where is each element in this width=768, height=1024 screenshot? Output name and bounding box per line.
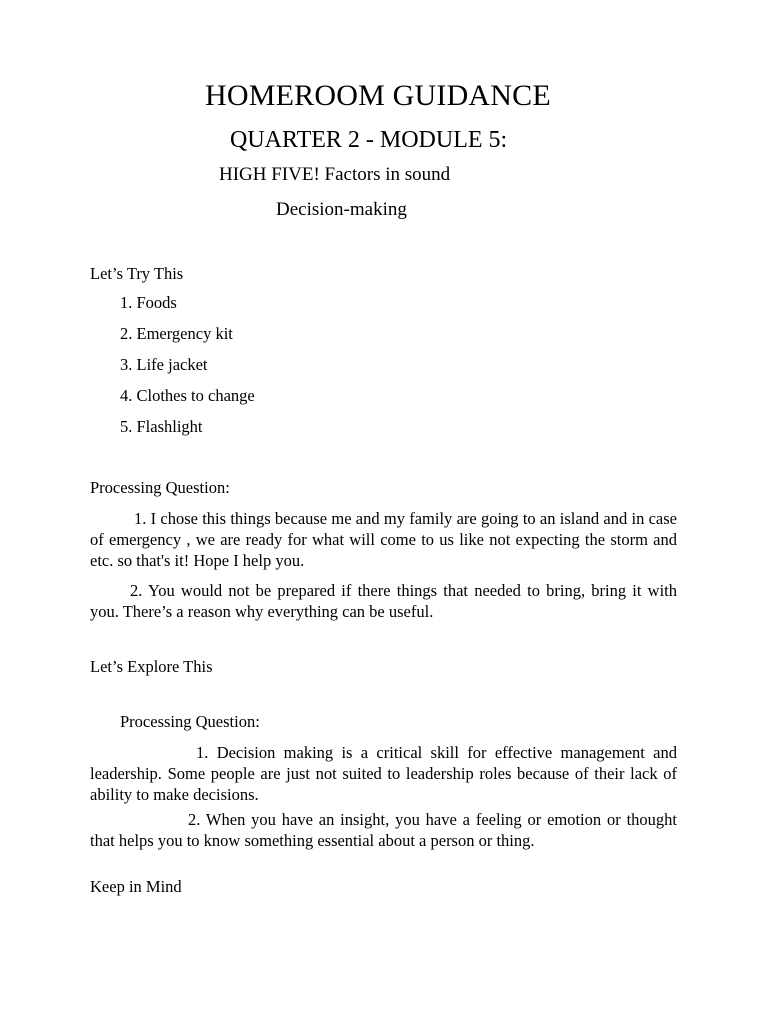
keep-in-mind-heading: Keep in Mind	[90, 877, 182, 896]
lets-explore-this-heading: Let’s Explore This	[90, 657, 213, 676]
page-title: HOMEROOM GUIDANCE	[205, 79, 551, 112]
answer-paragraph: 1. Decision making is a critical skill for effective management and leadership. Some people are just not suited to leadership roles because of their lack of ability to make decisions.	[90, 743, 677, 804]
topic-line-1: HIGH FIVE! Factors in sound	[219, 164, 451, 185]
list-item: 5. Flashlight	[120, 417, 203, 436]
answer-paragraph: 1. I chose this things because me and my family are going to an island and in case of emergency , we are ready for what will come to us like not expecting the storm and etc. so that's it! Hope I help you.	[90, 509, 677, 570]
topic-line-2: Decision-making	[276, 199, 407, 220]
lets-try-this-heading: Let’s Try This	[90, 264, 184, 283]
list-item: 2. Emergency kit	[120, 324, 233, 343]
answer-paragraph: 2. You would not be prepared if there things that needed to bring, bring it with you. There’s a reason why everything can be useful.	[90, 581, 677, 621]
list-item: 4. Clothes to change	[120, 386, 255, 405]
processing-question-heading: Processing Question:	[120, 712, 260, 731]
list-item: 1. Foods	[120, 293, 177, 312]
items-list	[120, 293, 255, 448]
processing-question-heading: Processing Question:	[90, 478, 230, 497]
answer-paragraph: 2. When you have an insight, you have a feeling or emotion or thought that helps you to know something essential about a person or thing.	[90, 810, 677, 850]
list-item: 3. Life jacket	[120, 355, 208, 374]
module-subtitle: QUARTER 2 - MODULE 5:	[230, 127, 508, 153]
